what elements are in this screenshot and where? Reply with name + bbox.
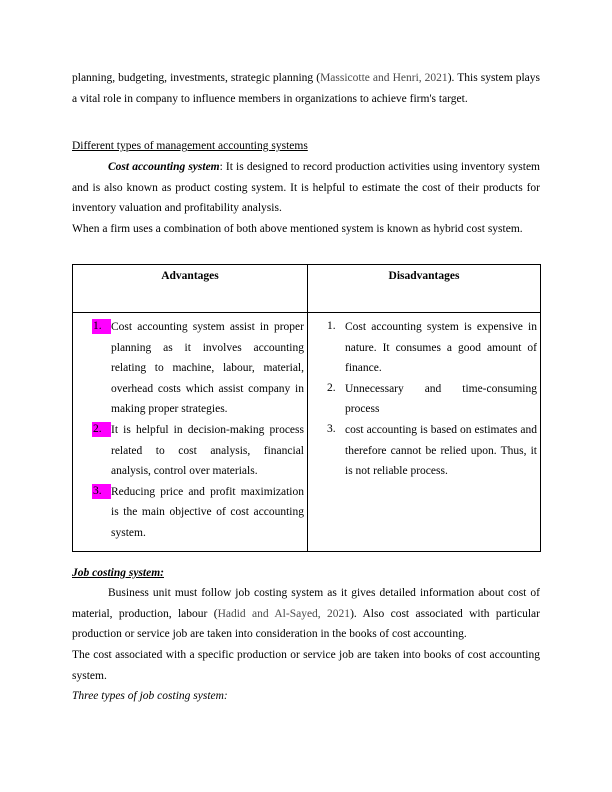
list-item bbox=[308, 420, 537, 482]
job-costing-heading: Job costing system: bbox=[72, 567, 164, 579]
table-header-row bbox=[73, 265, 541, 313]
intro-citation: Massicotte and Henri, 2021 bbox=[320, 72, 448, 84]
three-types-line: Three types of job costing system: bbox=[72, 690, 228, 702]
intro-text-start: planning, budgeting, investments, strategic planning ( bbox=[72, 72, 321, 84]
disadvantages-list bbox=[308, 317, 537, 482]
list-item bbox=[73, 317, 304, 420]
list-text: Cost accounting system is expensive in nature. It consumes a good amount of finance. bbox=[345, 321, 537, 375]
table-body-row bbox=[73, 313, 541, 552]
cost-accounting-paragraph bbox=[72, 157, 540, 219]
list-number: 1. bbox=[327, 320, 336, 332]
intro-paragraph bbox=[72, 68, 540, 109]
disadvantages-cell bbox=[308, 313, 541, 552]
job-text-start: Business unit must follow job costing system as it gives detailed information about cost of material, production, labour ( bbox=[72, 587, 540, 620]
list-item bbox=[308, 317, 537, 379]
intro-text-end: ). This system plays a vital role in company to influence members in organizations to achieve firm's target. bbox=[72, 72, 540, 105]
job-text-end: ). Also cost associated with particular production or service job are taken into consideration in the books of cost accounting. bbox=[72, 607, 540, 641]
disadvantages-header: Disadvantages bbox=[308, 265, 541, 313]
advantages-header: Advantages bbox=[73, 265, 308, 313]
advantages-cell bbox=[73, 313, 308, 552]
job-citation: Hadid and Al-Sayed, 2021 bbox=[217, 607, 351, 620]
list-text: cost accounting is based on estimates and therefore cannot be relied upon. Thus, it is not reliable process. bbox=[345, 423, 537, 478]
list-item bbox=[73, 482, 304, 544]
list-text: It is helpful in decision-making process related to cost analysis, financial analysis, control over materials. bbox=[111, 423, 304, 478]
list-number: 2. bbox=[327, 381, 336, 394]
job-costing-paragraph bbox=[72, 583, 540, 645]
list-item bbox=[308, 379, 537, 420]
list-item bbox=[73, 420, 304, 482]
cost-accounting-text: : It is designed to record production activities using inventory system and is also known as product costing system. It is helpful to estimate the cost of their products for inventory valuation and profitability analysis. bbox=[72, 161, 541, 215]
types-heading: Different types of management accounting systems bbox=[72, 140, 308, 152]
list-text: Unnecessary and time-consuming process bbox=[345, 382, 537, 416]
list-number: 2. bbox=[92, 422, 111, 437]
list-number: 3. bbox=[92, 484, 111, 499]
list-number: 3. bbox=[327, 422, 336, 435]
advantages-list bbox=[73, 317, 304, 544]
job-costing-paragraph-2: The cost associated with a specific production or service job are taken into books of cost accounting system. bbox=[72, 649, 540, 682]
list-text: Reducing price and profit maximization is the main objective of cost accounting system. bbox=[111, 485, 304, 539]
cost-accounting-term: Cost accounting system bbox=[108, 161, 220, 173]
advantages-table bbox=[72, 264, 541, 552]
hybrid-paragraph: When a firm uses a combination of both above mentioned system is known as hybrid cost system. bbox=[72, 223, 523, 235]
list-number: 1. bbox=[92, 319, 111, 334]
list-text: Cost accounting system assist in proper planning as it involves accounting relating to machine, labour, material, overhead costs which assist company in making proper strategies. bbox=[111, 321, 304, 416]
